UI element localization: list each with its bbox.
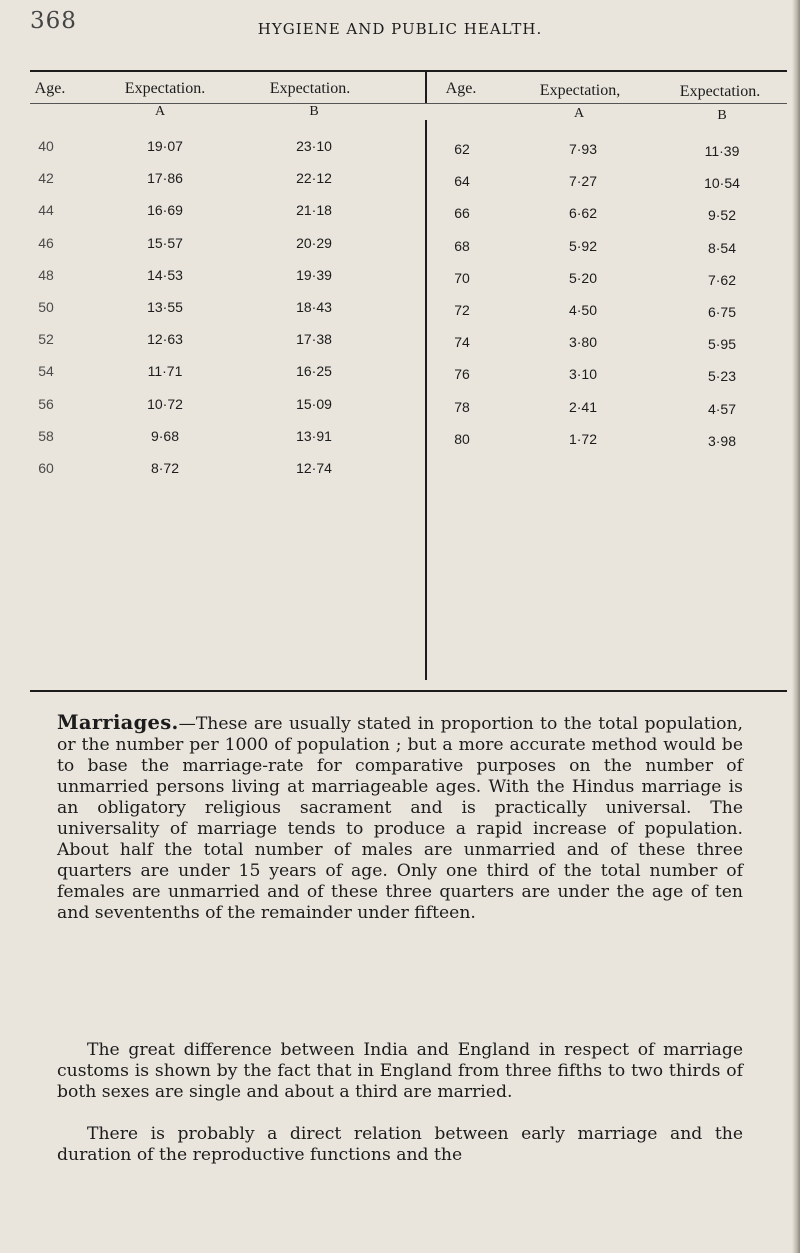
age-cell: 46 [38,234,54,251]
running-head: HYGIENE AND PUBLIC HEALTH. [257,20,543,38]
expectation-a-cell: 5·20 [568,269,598,286]
expectation-b-cell: 23·10 [296,138,332,154]
age-cell: 62 [454,141,470,157]
header-expectation-a: Expectation. [124,80,206,97]
header-expectation-a-2: Expectation, [539,82,621,99]
paragraph-lead: Marriages. [57,711,179,734]
paragraph-text: There is probably a direct relation between early marriage and the duration of the reproductive functions and the [57,1124,743,1165]
age-cell: 54 [38,363,54,380]
age-cell: 76 [454,366,470,383]
expectation-a-cell: 9·68 [150,427,180,444]
page-edge [792,0,800,1253]
expectation-b-cell: 9·52 [707,207,737,224]
expectation-b-cell: 20·29 [296,234,332,251]
table-divider [425,72,427,103]
paragraph [57,1124,743,1166]
expectation-b-cell: 5·95 [707,336,737,353]
age-cell: 70 [454,269,470,286]
expectation-a-cell: 7·93 [568,141,598,157]
expectation-b-cell: 3·98 [707,432,737,449]
header-expectation-b-2-sub: B [717,108,727,123]
age-cell: 66 [454,205,470,222]
expectation-a-cell: 1·72 [568,430,598,447]
age-cell: 50 [38,299,54,315]
age-cell: 60 [38,460,54,476]
header-expectation-b-sub: B [309,104,319,119]
age-cell: 40 [38,138,54,154]
expectation-b-cell: 8·54 [707,239,737,256]
expectation-a-cell: 11·71 [147,363,183,380]
age-cell: 52 [38,331,54,348]
expectation-a-cell: 2·41 [568,398,598,415]
expectation-b-cell: 12·74 [296,460,332,476]
header-expectation-a-sub: A [154,104,166,119]
header-expectation-b: Expectation. [269,80,351,97]
expectation-a-cell: 3·10 [568,366,598,383]
expectation-b-cell: 15·09 [296,395,332,412]
age-cell: 78 [454,398,470,415]
expectation-b-cell: 18·43 [296,299,332,315]
expectation-b-cell: 19·39 [296,266,332,283]
age-cell: 64 [454,173,470,190]
expectation-a-cell: 16·69 [147,202,183,219]
header-age-2: Age. [445,80,477,97]
expectation-a-cell: 6·62 [568,205,598,222]
age-cell: 58 [38,427,54,444]
table-top-rule [30,70,787,72]
expectation-b-cell: 10·54 [704,175,740,192]
expectation-b-cell: 11·39 [704,143,740,159]
expectation-a-cell: 17·86 [147,170,183,187]
table-divider [425,120,427,680]
expectation-a-cell: 3·80 [568,334,598,351]
paragraph-text: —These are usually stated in proportion to the total population, or the number per 1000 of population ; but a more accurate method would be to base the marriage-rate for comparative purposes on the number of unmarried persons living at marriageable ages. With the Hindus marriage is an obligatory religious sacrament and is practically universal. The universality of marriage tends to produce a rapid increase of population. About half the total number of males are unmarried and of these three quarters are under 15 years of age. Only one third of the total number of females are unmarried and of these three quarters are under the age of ten and seventenths of the remainder under fifteen. [57,714,743,923]
expectation-b-cell: 16·25 [296,363,332,380]
expectation-b-cell: 4·57 [707,400,737,417]
paragraph [57,1040,743,1103]
expectation-a-cell: 19·07 [147,138,183,154]
expectation-b-cell: 7·62 [707,271,737,288]
expectation-b-cell: 17·38 [296,331,332,348]
paragraph-marriages [57,712,743,924]
expectation-a-cell: 4·50 [568,302,598,318]
age-cell: 56 [38,395,54,412]
age-cell: 48 [38,266,54,283]
age-cell: 72 [454,302,470,318]
age-cell: 44 [38,202,54,219]
expectation-b-cell: 21·18 [296,202,332,219]
age-cell: 68 [454,237,470,254]
table-header-rule [30,103,787,104]
expectation-a-cell: 7·27 [568,173,598,190]
age-cell: 42 [38,170,54,187]
header-expectation-b-2: Expectation. [679,83,761,100]
age-cell: 80 [454,430,470,447]
expectation-b-cell: 13·91 [296,427,332,444]
expectation-b-cell: 5·23 [707,368,737,385]
expectation-a-cell: 12·63 [147,331,183,348]
page-number: 368 [30,8,77,34]
expectation-a-cell: 14·53 [147,266,183,283]
header-age: Age. [34,80,66,97]
expectation-b-cell: 6·75 [707,304,737,320]
expectation-a-cell: 5·92 [568,237,598,254]
expectation-a-cell: 8·72 [150,460,180,476]
header-expectation-a-2-sub: A [573,106,585,121]
age-cell: 74 [454,334,470,351]
paragraph-text: The great difference between India and England in respect of marriage customs is shown by the fact that in England from three fifths to two thirds of both sexes are single and about a third are married. [57,1040,743,1102]
expectation-a-cell: 13·55 [147,299,183,315]
expectation-a-cell: 15·57 [147,234,183,251]
expectation-a-cell: 10·72 [147,395,183,412]
table-bottom-rule [30,690,787,692]
expectation-b-cell: 22·12 [296,170,332,187]
